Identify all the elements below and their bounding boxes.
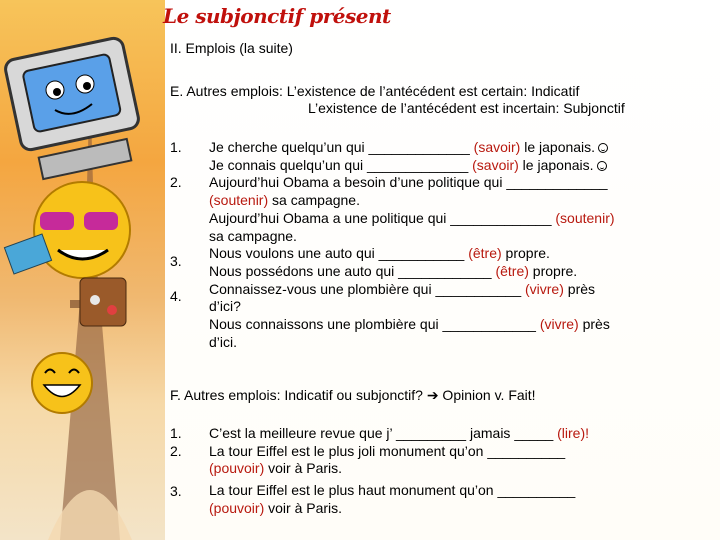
list-item: d’ici? (209, 298, 241, 315)
section-f-number: 1. (170, 425, 182, 441)
list-item: Connaissez-vous une plombière qui ___________ (vivre) près (209, 280, 596, 297)
section-e-number: 1. (170, 139, 182, 155)
section-subtitle: II. Emplois (la suite) (170, 40, 293, 56)
list-item: Nous possédons une auto qui ____________ (être) propre. (209, 262, 578, 279)
list-item: Nous connaissons une plombière qui ____________ (vivre) près (209, 316, 610, 333)
list-item: Je connais quelqu’un qui _____________ (savoir) le japonais. (209, 157, 714, 175)
page-title: Le subjonctif présent (163, 4, 391, 28)
list-item: Aujourd’hui Obama a une politique qui _____________ (soutenir) (209, 209, 615, 226)
eiffel-tower-illustration (0, 0, 165, 540)
section-e-heading-line2: L’existence de l’antécédent est incertain: Subjonctif (308, 100, 625, 116)
section-f-number: 2. (170, 443, 182, 459)
list-item: d’ici. (209, 333, 238, 350)
section-f-heading: F. Autres emplois: Indicatif ou subjonctif? ➔ Opinion v. Fait! (170, 387, 536, 403)
list-item: La tour Eiffel est le plus joli monument qu’on __________ (209, 442, 566, 459)
section-e-number: 3. (170, 253, 182, 269)
decorative-side-panel (0, 0, 165, 540)
list-item: Nous voulons une auto qui ___________ (être) propre. (209, 245, 550, 262)
list-item: Je cherche quelqu’un qui _____________ (savoir) le japonais. (209, 139, 714, 157)
list-item: La tour Eiffel est le plus haut monument qu’on __________ (209, 482, 576, 499)
list-item: C’est la meilleure revue que j’ _________ jamais _____ (lire)! (209, 425, 590, 441)
list-item: (pouvoir) voir à Paris. (209, 460, 343, 477)
section-e-list (209, 139, 714, 351)
arrow-right-icon: ➔ (426, 387, 439, 403)
list-item: (soutenir) sa campagne. (209, 192, 360, 209)
section-e-number: 2. (170, 174, 182, 190)
section-e-heading: E. Autres emplois: L’existence de l’antécédent est certain: Indicatif (170, 83, 580, 99)
smiley-icon (597, 161, 607, 171)
computer-mascot-icon (4, 37, 141, 180)
list-item: sa campagne. (209, 227, 297, 244)
smiley-icon (598, 143, 608, 153)
smiley-sunglasses-icon (4, 182, 130, 326)
laughing-smiley-icon (32, 353, 92, 413)
section-e-number: 4. (170, 288, 182, 304)
section-f-list (209, 425, 714, 518)
list-item: Aujourd’hui Obama a besoin d’une politique qui _____________ (209, 174, 608, 191)
section-f-number: 3. (170, 483, 182, 499)
list-item: (pouvoir) voir à Paris. (209, 499, 343, 516)
